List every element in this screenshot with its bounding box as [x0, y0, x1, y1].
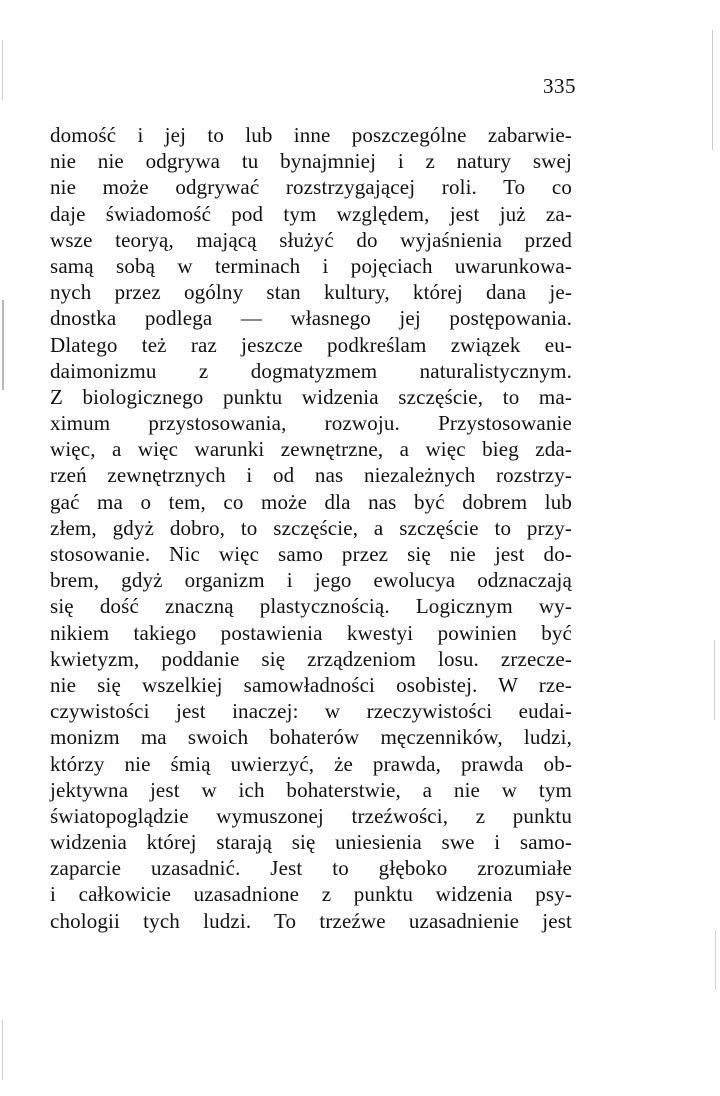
text-line: nie się wszelkiej samowładności osobistej. W rze- — [50, 672, 572, 697]
text-line: ximum przystosowania, rozwoju. Przystosowanie — [50, 411, 572, 436]
text-line: i całkowicie uzasadnione z punktu widzenia psy- — [50, 882, 572, 907]
text-line: nikiem takiego postawienia kwestyi powinien być — [50, 620, 572, 645]
scan-edge-mark — [712, 30, 713, 150]
text-line: więc, a więc warunki zewnętrzne, a więc bieg zda- — [50, 437, 572, 462]
scan-edge-mark — [715, 930, 716, 990]
text-line: jektywna jest w ich bohaterstwie, a nie w tym — [50, 777, 572, 802]
text-line: się dość znaczną plastycznością. Logicznym wy- — [50, 594, 572, 619]
text-line: nie nie odgrywa tu bynajmniej i z natury swej — [50, 149, 572, 174]
body-text — [50, 122, 572, 934]
text-line: brem, gdyż organizm i jego ewolucya odznaczają — [50, 568, 572, 593]
text-line: zaparcie uzasadnić. Jest to głęboko zrozumiałe — [50, 856, 572, 881]
text-line: którzy nie śmią uwierzyć, że prawda, prawda ob- — [50, 751, 572, 776]
text-line: rzeń zewnętrznych i od nas niezależnych rozstrzy- — [50, 463, 572, 488]
text-line: wsze teoryą, mającą służyć do wyjaśnienia przed — [50, 227, 572, 252]
text-line: monizm ma swoich bohaterów męczenników, ludzi, — [50, 725, 572, 750]
text-line: Dlatego też raz jeszcze podkreślam związek eu- — [50, 332, 572, 357]
text-line: nych przez ogólny stan kultury, której dana je- — [50, 280, 572, 305]
text-line: widzenia której starają się uniesienia swe i samo- — [50, 830, 572, 855]
page-number: 335 — [543, 74, 576, 98]
text-line: Z biologicznego punktu widzenia szczęście, to ma- — [50, 384, 572, 409]
text-line: nie może odgrywać rozstrzygającej roli. To co — [50, 175, 572, 200]
text-line: chologii tych ludzi. To trzeźwe uzasadnienie jest — [50, 908, 572, 933]
scan-edge-mark — [2, 1020, 3, 1080]
text-line: samą sobą w terminach i pojęciach uwarunkowa- — [50, 253, 572, 278]
text-line: stosowanie. Nic więc samo przez się nie jest do- — [50, 542, 572, 566]
text-line: czywistości jest inaczej: w rzeczywistości eudai- — [50, 699, 572, 724]
text-line: kwietyzm, poddanie się zrządzeniom losu. zrzecze- — [50, 646, 572, 671]
scan-edge-mark — [714, 640, 715, 720]
text-line: złem, gdyż dobro, to szczęście, a szczęście to przy- — [50, 515, 572, 540]
text-line: gać ma o tem, co może dla nas być dobrem lub — [50, 489, 572, 514]
text-line: światopoglądzie wymuszonej trzeźwości, z punktu — [50, 803, 572, 828]
text-line: domość i jej to lub inne poszczególne zabarwie- — [50, 123, 572, 147]
text-line: daje świadomość pod tym względem, jest już za- — [50, 201, 572, 226]
text-line: daimonizmu z dogmatyzmem naturalistycznym. — [50, 358, 572, 383]
scan-edge-mark — [2, 300, 4, 390]
scan-edge-mark — [2, 40, 3, 100]
text-line: dnostka podlega — własnego jej postępowania. — [50, 306, 572, 331]
